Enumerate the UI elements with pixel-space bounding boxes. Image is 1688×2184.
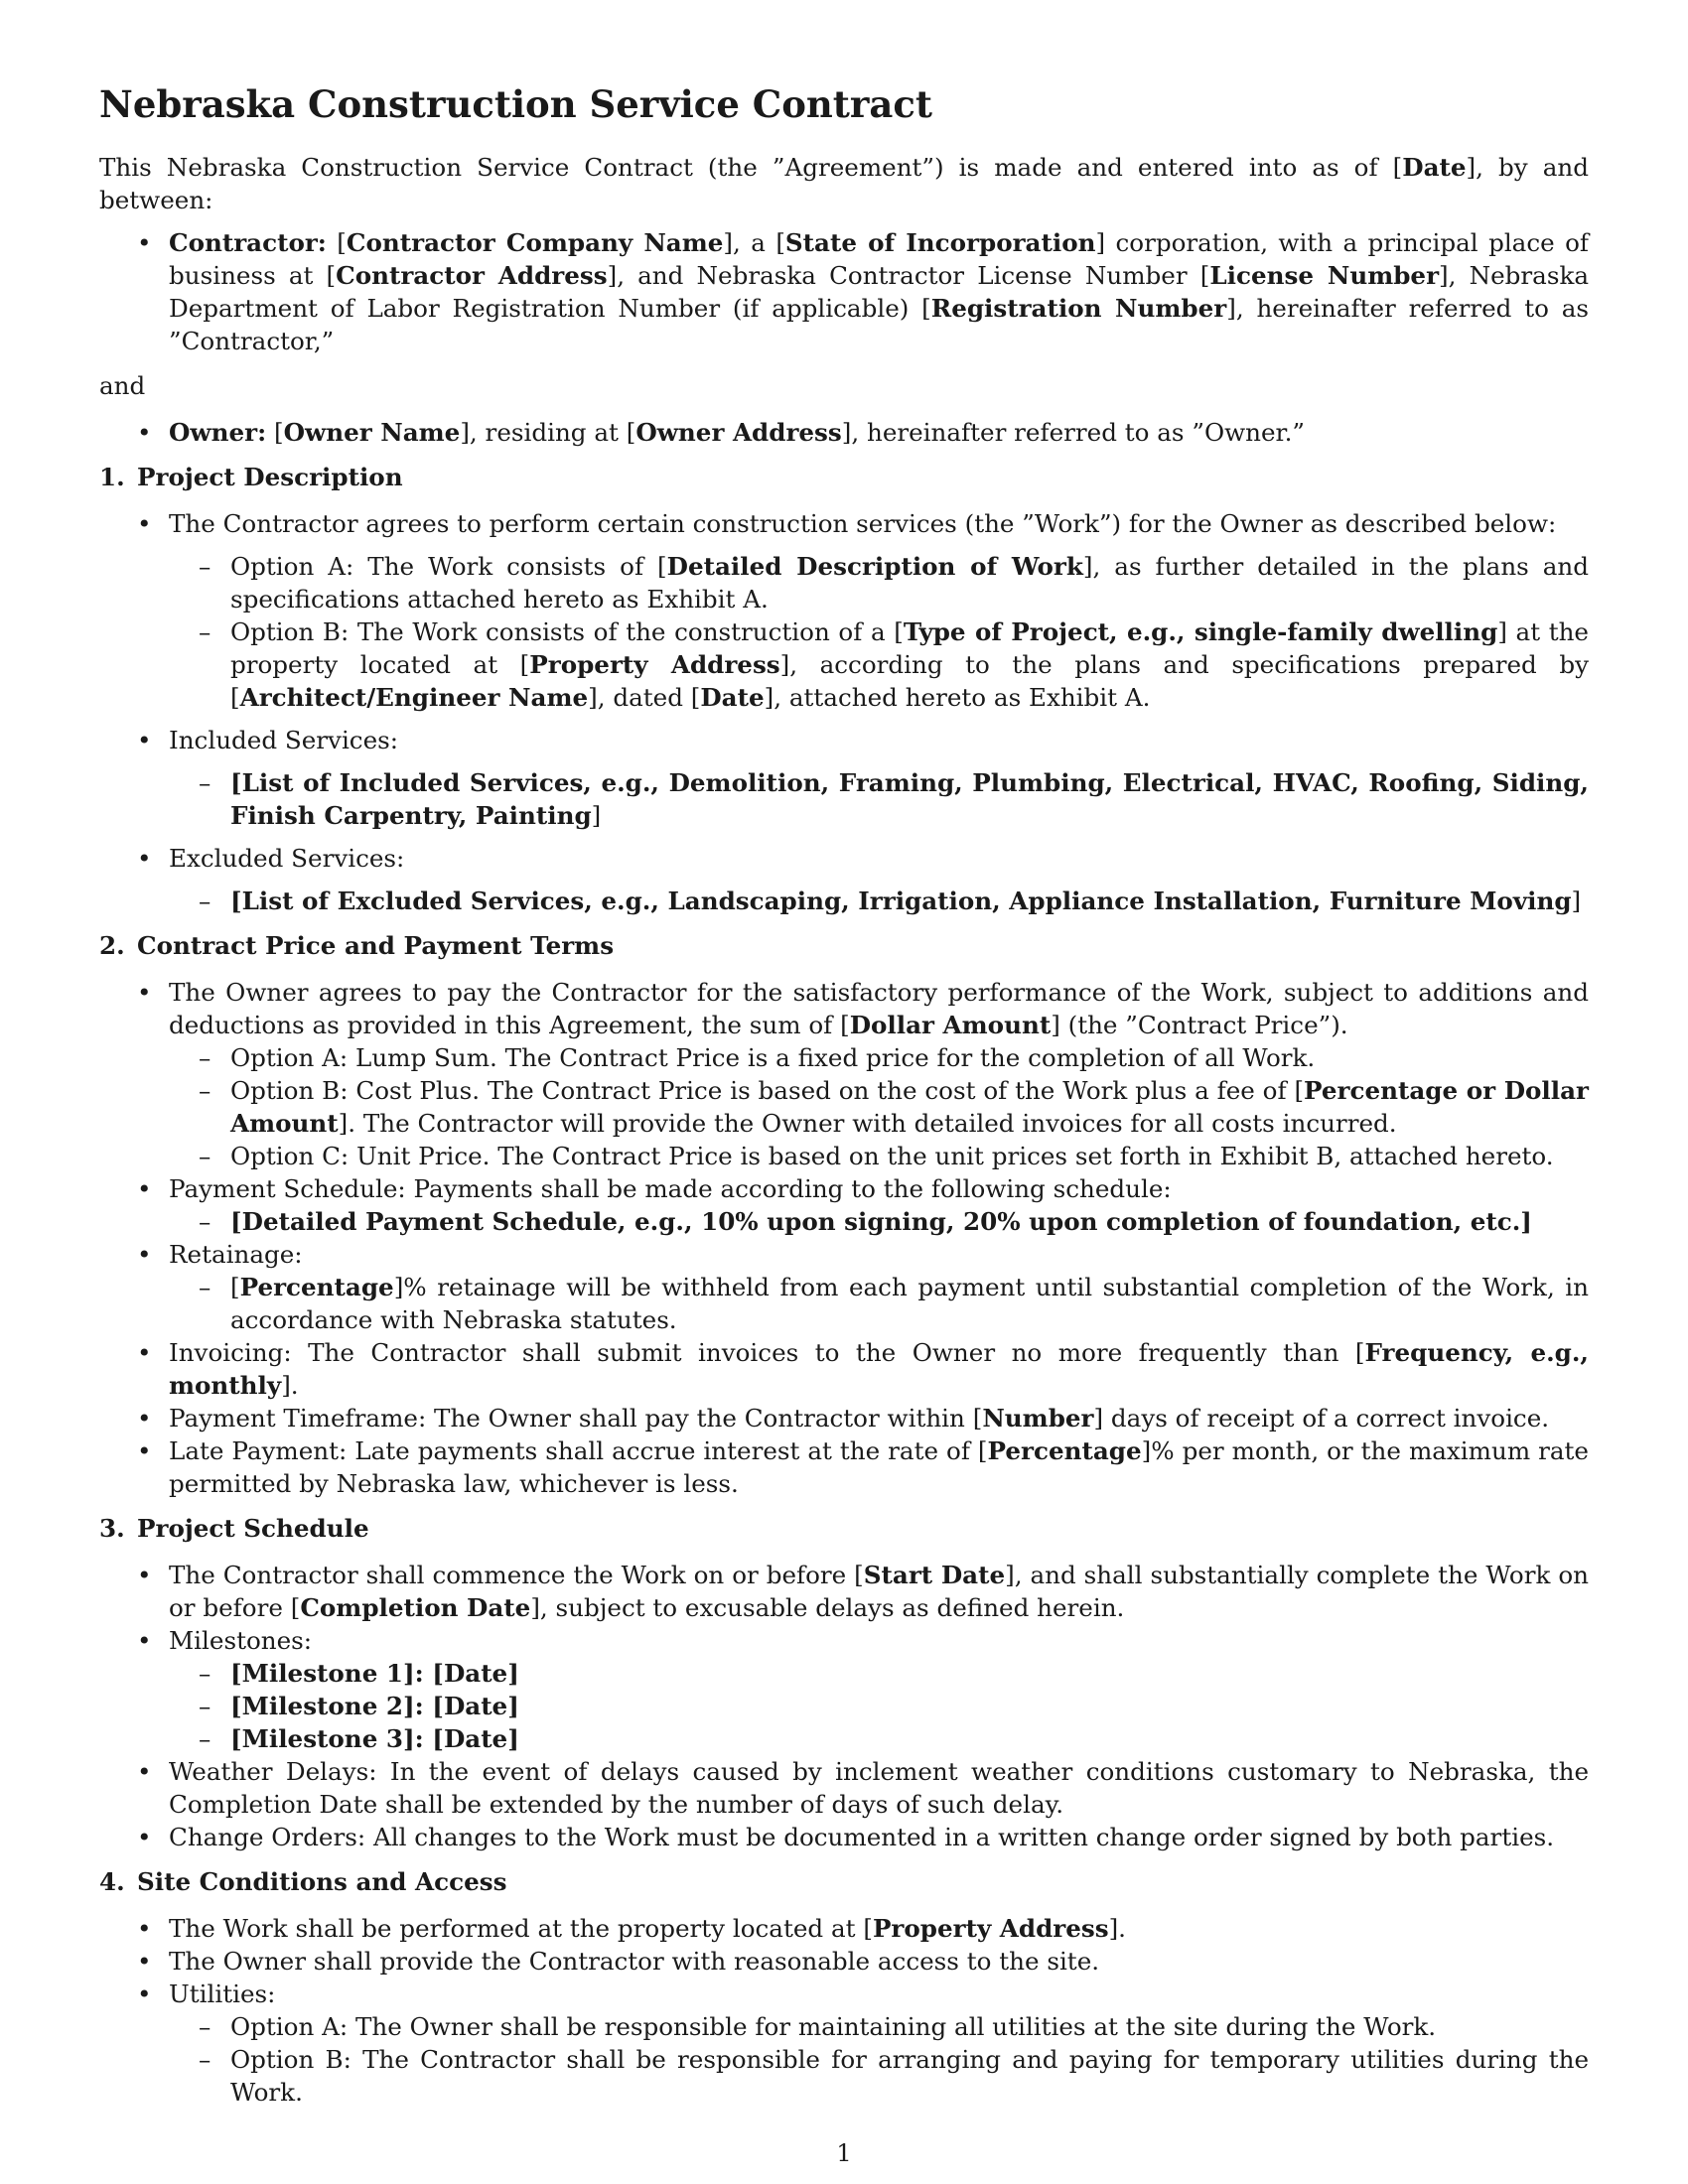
intro-date: Date	[1402, 153, 1467, 182]
list-item: – Option C: Unit Price. The Contract Price is based on the unit prices set forth in Exhibit B, attached hereto.	[169, 1140, 1589, 1172]
list-item: – [Milestone 1]: [Date]	[169, 1657, 1589, 1690]
section-2-heading: 2. Contract Price and Payment Terms	[99, 931, 615, 960]
list-item: – [Detailed Payment Schedule, e.g., 10% upon signing, 20% upon completion of foundation, etc.]	[169, 1205, 1589, 1238]
owner-item: • Owner: [Owner Name], residing at [Owner Address], hereinafter referred to as ”Owner.”	[99, 416, 1589, 449]
list-item: • Invoicing: The Contractor shall submit invoices to the Owner no more frequently than [Frequency, e.g., monthly].	[99, 1336, 1589, 1402]
list-item: • Payment Timeframe: The Owner shall pay the Contractor within [Number] days of receipt of a correct invoice.	[99, 1402, 1589, 1434]
list-item: • The Owner shall provide the Contractor with reasonable access to the site.	[99, 1945, 1589, 1978]
section-1-heading: 1. Project Description	[99, 463, 403, 491]
list-item: – [List of Excluded Services, e.g., Landscaping, Irrigation, Appliance Installation, Furniture Moving]	[169, 885, 1589, 917]
section-2-list	[99, 976, 1589, 1500]
and-text: and	[99, 371, 146, 400]
intro-paragraph: This Nebraska Construction Service Contract (the ”Agreement”) is made and entered into as of [Date], by and between:	[99, 153, 1589, 214]
document-title: Nebraska Construction Service Contract	[99, 82, 932, 126]
list-item: • Late Payment: Late payments shall accrue interest at the rate of [Percentage]% per month, or the maximum rate permitted by Nebraska law, whichever is less.	[99, 1434, 1589, 1500]
section-4-list	[99, 1912, 1589, 2109]
section-1-list	[99, 507, 1589, 917]
list-item: • Excluded Services: – [List of Excluded Services, e.g., Landscaping, Irrigation, Appliance Installation, Furniture Moving]	[99, 842, 1589, 917]
list-item: • Included Services: – [List of Included Services, e.g., Demolition, Framing, Plumbing, Electrical, HVAC, Roofing, Siding, Finish Carpentry, Painting]	[99, 724, 1589, 832]
list-item: – Option A: The Owner shall be responsible for maintaining all utilities at the site during the Work.	[169, 2010, 1589, 2043]
list-item: • The Contractor shall commence the Work on or before [Start Date], and shall substantially complete the Work on or before [Completion Date], subject to excusable delays as defined herein.	[99, 1559, 1589, 1624]
list-item: • The Contractor agrees to perform certain construction services (the ”Work”) for the Owner as described below: – Option A: The Work consists of [Detailed Description of Work], as further detailed in the plans and specifications attached hereto as Exhibit A. – Option B: The Work consists of the construction of a [Type of Project, e.g., single-family dwelling] at the property located at [Property Address], according to the plans and specifications prepared by [Architect/Engineer Name], dated [Date], attached hereto as Exhibit A.	[99, 507, 1589, 714]
list-item: – [Milestone 3]: [Date]	[169, 1722, 1589, 1755]
list-item: – [Percentage]% retainage will be withheld from each payment until substantial completion of the Work, in accordance with Nebraska statutes.	[169, 1271, 1589, 1336]
contractor-item: • Contractor: [Contractor Company Name], a [State of Incorporation] corporation, with a principal place of business at [Contractor Address], and Nebraska Contractor License Number [License Number], Nebraska Department of Labor Registration Number (if applicable) [Registration Number], hereinafter referred to as ”Contractor,”	[99, 226, 1589, 357]
list-item: • Weather Delays: In the event of delays caused by inclement weather conditions customary to Nebraska, the Completion Date shall be extended by the number of days of such delay.	[99, 1755, 1589, 1821]
list-item: • Milestones: – [Milestone 1]: [Date] – [Milestone 2]: [Date] – [Milestone 3]: [Date]	[99, 1624, 1589, 1755]
list-item: • The Work shall be performed at the property located at [Property Address].	[99, 1912, 1589, 1945]
list-item: – Option B: Cost Plus. The Contract Price is based on the cost of the Work plus a fee of [Percentage or Dollar Amount]. The Contractor will provide the Owner with detailed invoices for all costs incurred.	[169, 1074, 1589, 1140]
list-item: – Option B: The Contractor shall be responsible for arranging and paying for temporary utilities during the Work.	[169, 2043, 1589, 2109]
section-4-heading: 4. Site Conditions and Access	[99, 1867, 507, 1896]
list-item: • The Owner agrees to pay the Contractor for the satisfactory performance of the Work, subject to additions and deductions as provided in this Agreement, the sum of [Dollar Amount] (the ”Contract Price”). – Option A: Lump Sum. The Contract Price is a fixed price for the completion of all Work. – Option B: Cost Plus. The Contract Price is based on the cost of the Work plus a fee of [Percentage or Dollar Amount]. The Contractor will provide the Owner with detailed invoices for all costs incurred. – Option C: Unit Price. The Contract Price is based on the unit prices set forth in Exhibit B, attached hereto.	[99, 976, 1589, 1172]
page-number: 1	[836, 2139, 852, 2167]
list-item: – Option A: The Work consists of [Detailed Description of Work], as further detailed in the plans and specifications attached hereto as Exhibit A.	[169, 550, 1589, 615]
list-item: • Retainage: – [Percentage]% retainage will be withheld from each payment until substantial completion of the Work, in accordance with Nebraska statutes.	[99, 1238, 1589, 1336]
list-item: • Change Orders: All changes to the Work must be documented in a written change order signed by both parties.	[99, 1821, 1589, 1853]
section-3-heading: 3. Project Schedule	[99, 1514, 369, 1543]
list-item: – [Milestone 2]: [Date]	[169, 1690, 1589, 1722]
list-item: – Option A: Lump Sum. The Contract Price is a fixed price for the completion of all Work.	[169, 1041, 1589, 1074]
list-item: – Option B: The Work consists of the construction of a [Type of Project, e.g., single-family dwelling] at the property located at [Property Address], according to the plans and specifications prepared by [Architect/Engineer Name], dated [Date], attached hereto as Exhibit A.	[169, 615, 1589, 714]
list-item: • Payment Schedule: Payments shall be made according to the following schedule: – [Detailed Payment Schedule, e.g., 10% upon signing, 20% upon completion of foundation, etc.]	[99, 1172, 1589, 1238]
contract-page	[99, 81, 1589, 2109]
section-3-list	[99, 1559, 1589, 1853]
owner-list	[99, 416, 1589, 449]
contractor-list	[99, 226, 1589, 357]
list-item: • Utilities: – Option A: The Owner shall be responsible for maintaining all utilities at the site during the Work. – Option B: The Contractor shall be responsible for arranging and paying for temporary utilities during the Work.	[99, 1978, 1589, 2109]
list-item: – [List of Included Services, e.g., Demolition, Framing, Plumbing, Electrical, HVAC, Roofing, Siding, Finish Carpentry, Painting]	[169, 766, 1589, 832]
